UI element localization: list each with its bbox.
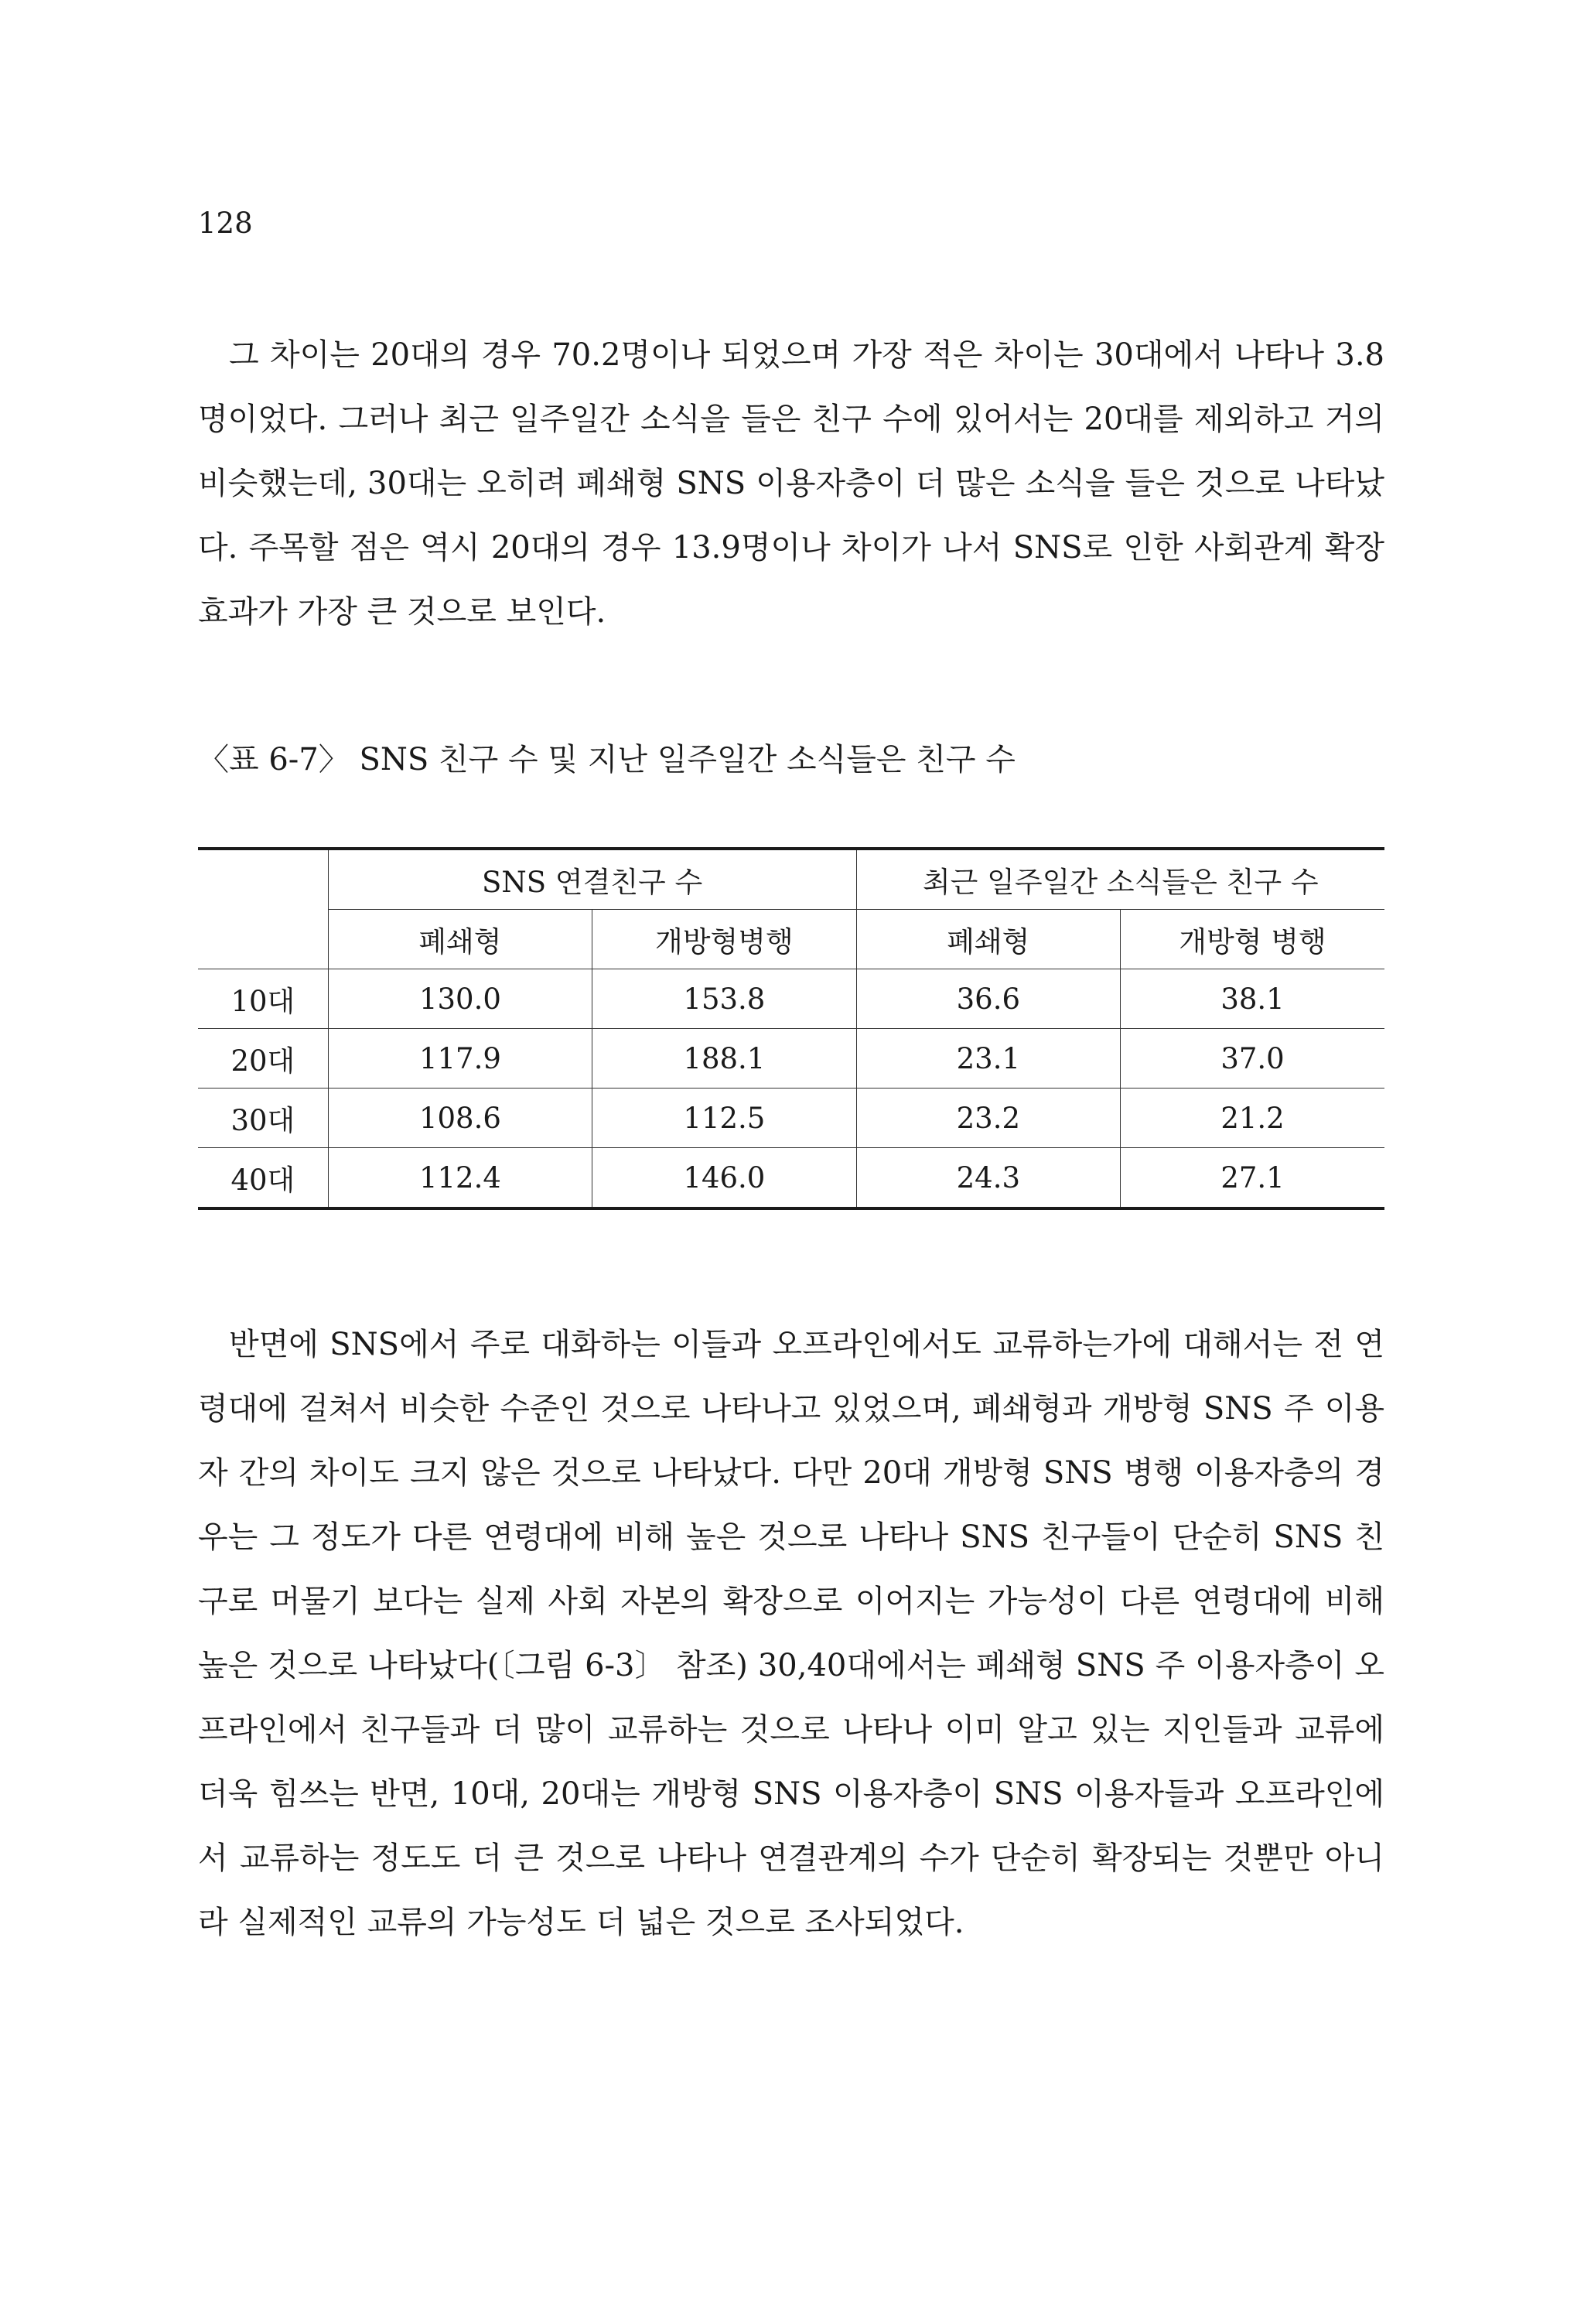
table-row xyxy=(198,1029,1384,1089)
value-cell: 130.0 xyxy=(328,969,592,1029)
value-cell: 153.8 xyxy=(592,969,856,1029)
page-number: 128 xyxy=(198,207,253,240)
sub-header-closed: 폐쇄형 xyxy=(856,910,1120,969)
value-cell: 23.2 xyxy=(856,1089,1120,1148)
table-group-header-row xyxy=(198,849,1384,910)
sub-header-closed: 폐쇄형 xyxy=(328,910,592,969)
value-cell: 117.9 xyxy=(328,1029,592,1089)
value-cell: 23.1 xyxy=(856,1029,1120,1089)
table-caption: 〈표 6-7〉 SNS 친구 수 및 지난 일주일간 소식들은 친구 수 xyxy=(198,742,1016,778)
age-cell: 30대 xyxy=(198,1089,328,1148)
value-cell: 188.1 xyxy=(592,1029,856,1089)
table-sub-header-row xyxy=(198,910,1384,969)
sns-friends-table xyxy=(198,847,1384,1210)
age-cell: 10대 xyxy=(198,969,328,1029)
table-row xyxy=(198,969,1384,1029)
value-cell: 112.4 xyxy=(328,1148,592,1209)
value-cell: 36.6 xyxy=(856,969,1120,1029)
value-cell: 108.6 xyxy=(328,1089,592,1148)
table-row xyxy=(198,1089,1384,1148)
age-cell: 40대 xyxy=(198,1148,328,1209)
value-cell: 146.0 xyxy=(592,1148,856,1209)
sub-header-open-combined: 개방형 병행 xyxy=(1121,910,1384,969)
sub-header-open-combined: 개방형병행 xyxy=(592,910,856,969)
value-cell: 24.3 xyxy=(856,1148,1120,1209)
table-row xyxy=(198,1148,1384,1209)
value-cell: 27.1 xyxy=(1121,1148,1384,1209)
value-cell: 21.2 xyxy=(1121,1089,1384,1148)
table-corner-cell xyxy=(198,849,328,969)
group-header-sns-friends: SNS 연결친구 수 xyxy=(328,849,856,910)
body-paragraph-1: 그 차이는 20대의 경우 70.2명이나 되었으며 가장 적은 차이는 30대에서 나타나 3.8명이었다. 그러나 최근 일주일간 소식을 들은 친구 수에 있어서는 20대를 제외하고 거의 비슷했는데, 30대는 오히려 폐쇄형 SNS 이용자층이 더 많은 소식을 들은 것으로 나타났다. 주목할 점은 역시 20대의 경우 13.9명이나 차이가 나서 SNS로 인한 사회관계 확장 효과가 가장 큰 것으로 보인다. xyxy=(198,337,1384,630)
value-cell: 37.0 xyxy=(1121,1029,1384,1089)
value-cell: 112.5 xyxy=(592,1089,856,1148)
age-cell: 20대 xyxy=(198,1029,328,1089)
body-paragraph-2: 반면에 SNS에서 주로 대화하는 이들과 오프라인에서도 교류하는가에 대해서는 전 연령대에 걸쳐서 비슷한 수준인 것으로 나타나고 있었으며, 폐쇄형과 개방형 SNS 주 이용자 간의 차이도 크지 않은 것으로 나타났다. 다만 20대 개방형 SNS 병행 이용자층의 경우는 그 정도가 다른 연령대에 비해 높은 것으로 나타나 SNS 친구들이 단순히 SNS 친구로 머물기 보다는 실제 사회 자본의 확장으로 이어지는 가능성이 다른 연령대에 비해 높은 것으로 나타났다(〔그림 6-3〕 참조) 30,40대에서는 폐쇄형 SNS 주 이용자층이 오프라인에서 친구들과 더 많이 교류하는 것으로 나타나 이미 알고 있는 지인들과 교류에 더욱 힘쓰는 반면, 10대, 20대는 개방형 SNS 이용자층이 SNS 이용자들과 오프라인에서 교류하는 정도도 더 큰 것으로 나타나 연결관계의 수가 단순히 확장되는 것뿐만 아니라 실제적인 교류의 가능성도 더 넓은 것으로 조사되었다. xyxy=(198,1327,1384,1940)
group-header-recent-news-friends: 최근 일주일간 소식들은 친구 수 xyxy=(856,849,1384,910)
value-cell: 38.1 xyxy=(1121,969,1384,1029)
